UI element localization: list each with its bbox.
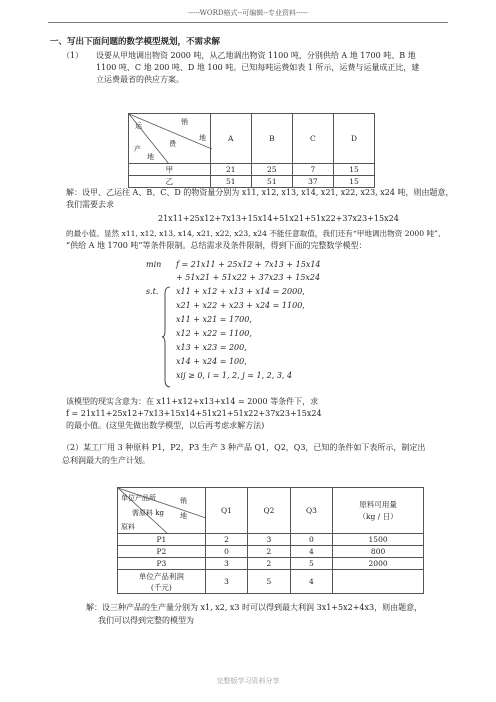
col-header: Q1 bbox=[205, 488, 247, 534]
table-row bbox=[118, 570, 424, 594]
solution-text-4: “供给 A 地 1700 吨”等条件限制。总结需求及条件限制，得到下面的完整数学模型： bbox=[66, 241, 367, 250]
meaning-text-1: 该模型的现实含意为：在 x11+x12+x13+x14 = 2000 等条件下，求 bbox=[66, 397, 319, 406]
table-cell: 21 bbox=[210, 164, 251, 176]
corner-label: 需原料 kg bbox=[132, 509, 164, 517]
row-header: 甲 bbox=[129, 164, 211, 176]
solution-text-1: 解：设甲、乙运往 A、B、C、D 的物资量分别为 x11, x12, x13, x14, x21, x22, x23, x24 吨，则由题意， bbox=[66, 188, 454, 197]
col-header: Q3 bbox=[290, 488, 332, 534]
table-cell: 1500 bbox=[333, 534, 424, 546]
col-header: C bbox=[292, 114, 333, 164]
model-objective-2: + 51x21 + 51x22 + 37x23 + 15x24 bbox=[176, 273, 321, 282]
table-cell: 2 bbox=[248, 558, 290, 570]
meaning-text-3: 的最小值。(这里先做出数学模型，以后再考虑求解方法) bbox=[66, 421, 265, 430]
corner-label: 产 bbox=[134, 145, 141, 153]
table-cell: 15 bbox=[333, 164, 374, 176]
model-brace bbox=[162, 286, 172, 388]
corner-label: 销 bbox=[180, 497, 187, 505]
table-cell: 5 bbox=[290, 558, 332, 570]
model-constraint: x11 + x12 + x13 + x14 = 2000, bbox=[176, 287, 305, 296]
table-cell: 3 bbox=[248, 534, 290, 546]
solution-text-2: 我们需要去求 bbox=[66, 200, 114, 209]
model-constraint: x21 + x22 + x23 + x24 = 1100, bbox=[176, 301, 305, 310]
page-footer: 完整版学习资料分享 bbox=[216, 677, 280, 685]
table-cell: 2000 bbox=[333, 558, 424, 570]
col-header: D bbox=[333, 114, 374, 164]
corner-label: 费 bbox=[169, 140, 176, 148]
model-constraint: x11 + x21 = 1700, bbox=[176, 315, 252, 324]
table-cell: 15 bbox=[333, 176, 374, 188]
header-divider bbox=[48, 22, 448, 23]
solution-text-3: 的最小值。显然 x11, x12, x13, x14, x21, x22, x23, x24 不能任意取值，我们还有“甲地调出物资 2000 吨”、 bbox=[66, 229, 446, 238]
table-corner-cell bbox=[118, 488, 206, 534]
problem2-text-2: 总利润最大的生产计划。 bbox=[62, 456, 150, 465]
table-cell: 3 bbox=[205, 558, 247, 570]
profit-label bbox=[118, 570, 206, 594]
avail-header-unit: （kg / 日） bbox=[358, 511, 398, 521]
problem1-text-1: 设要从甲地调出物资 2000 吨，从乙地调出物资 1100 吨，分别供给 A 地 1700 吨、B 地 bbox=[96, 51, 416, 60]
table-row bbox=[129, 164, 375, 176]
table-cell: 37 bbox=[292, 176, 333, 188]
problem-number: （1） bbox=[62, 51, 84, 60]
problem1-text-2: 1100 吨、C 地 200 吨、D 地 100 吨。已知每吨运费如表 1 所示，运费与运量成正比，建 bbox=[96, 63, 420, 72]
materials-table bbox=[117, 487, 424, 594]
table-cell: 800 bbox=[333, 546, 424, 558]
model-constraint: x12 + x22 = 1100, bbox=[176, 329, 252, 338]
table-row bbox=[129, 176, 375, 188]
table-row bbox=[118, 558, 424, 570]
avail-header-label: 原料可用量 bbox=[359, 499, 397, 509]
profit-label-2: (千元) bbox=[150, 582, 172, 592]
row-header: P1 bbox=[118, 534, 206, 546]
col-header: B bbox=[251, 114, 292, 164]
table-cell: 3 bbox=[205, 570, 247, 594]
table-row bbox=[118, 534, 424, 546]
table-cell: 7 bbox=[292, 164, 333, 176]
table-cell: 2 bbox=[205, 534, 247, 546]
model-min: min bbox=[146, 260, 162, 269]
table-row bbox=[118, 546, 424, 558]
model-st: s.t. bbox=[146, 287, 159, 296]
col-header: A bbox=[210, 114, 251, 164]
table-cell: 51 bbox=[210, 176, 251, 188]
page-header: -----WORD格式--可编辑--专业资料----- bbox=[188, 9, 308, 17]
objective-expression: 21x11+25x12+7x13+15x14+51x21+51x22+37x23+15x24 bbox=[158, 214, 399, 223]
problem1-text-3: 立运费最省的供应方案。 bbox=[96, 75, 184, 84]
model-constraint: x14 + x24 = 100, bbox=[176, 357, 247, 366]
model-objective-1: f = 21x11 + 25x12 + 7x13 + 15x14 bbox=[176, 260, 321, 269]
profit-label-1: 单位产品利润 bbox=[138, 571, 184, 581]
table-cell: 25 bbox=[251, 164, 292, 176]
row-header: P2 bbox=[118, 546, 206, 558]
problem2-solution-1: 解：设三种产品的生产量分别为 x1, x2, x3 时可以得到最大利润 3x1+5x2+4x3，则由题意， bbox=[86, 603, 423, 612]
problem2-text-1: （2）某工厂用 3 种原料 P1，P2，P3 生产 3 种产品 Q1，Q2，Q3，已知的条件如下表所示，制定出 bbox=[62, 443, 426, 452]
table-cell: 4 bbox=[290, 546, 332, 558]
table-cell: 5 bbox=[248, 570, 290, 594]
corner-label: 地 bbox=[147, 153, 154, 161]
table-cell: 51 bbox=[251, 176, 292, 188]
table-cell-empty bbox=[333, 570, 424, 594]
model-constraint: xij ≥ 0, i = 1, 2, j = 1, 2, 3, 4 bbox=[176, 371, 293, 380]
section-title: 一、写出下面问题的数学模型规划，不需求解 bbox=[50, 37, 221, 47]
problem2-solution-2: 我们可以得到完整的模型为 bbox=[98, 616, 194, 625]
table-cell: 4 bbox=[290, 570, 332, 594]
meaning-text-2: f = 21x11+25x12+7x13+15x14+51x21+51x22+37x23+15x24 bbox=[66, 409, 322, 418]
corner-label: 地 bbox=[199, 134, 206, 142]
row-header: 乙 bbox=[129, 176, 211, 188]
avail-header bbox=[333, 488, 424, 534]
table-corner-cell bbox=[129, 114, 211, 164]
freight-table bbox=[128, 113, 375, 188]
corner-label: 原料 bbox=[121, 523, 135, 531]
table-cell: 2 bbox=[248, 546, 290, 558]
row-header: P3 bbox=[118, 558, 206, 570]
table-cell: 0 bbox=[205, 546, 247, 558]
corner-label: 销 bbox=[181, 118, 188, 126]
table-cell: 0 bbox=[290, 534, 332, 546]
model-constraint: x13 + x23 = 200, bbox=[176, 343, 247, 352]
corner-label: 单位产品所 bbox=[121, 494, 156, 502]
col-header: Q2 bbox=[248, 488, 290, 534]
corner-label: 地 bbox=[180, 512, 187, 520]
corner-label: 运 bbox=[135, 122, 142, 130]
